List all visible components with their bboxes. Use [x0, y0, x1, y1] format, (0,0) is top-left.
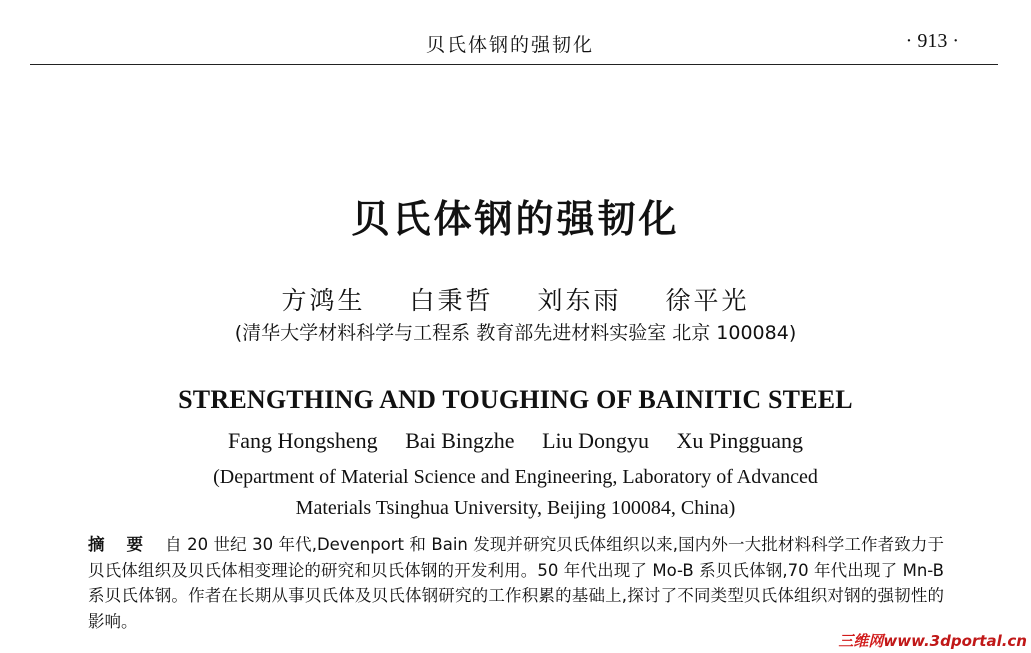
author-cn: 方鸿生 — [281, 286, 366, 315]
author-cn: 徐平光 — [665, 286, 750, 315]
author-en: Xu Pingguang — [676, 428, 804, 453]
affiliation-en — [0, 462, 1031, 524]
author-cn: 白秉哲 — [409, 286, 494, 315]
author-en: Bai Bingzhe — [405, 428, 515, 453]
watermark-domain: www.3dportal.cn — [883, 632, 1027, 650]
abstract-text: 自 20 世纪 30 年代,Devenport 和 Bain 发现并研究贝氏体组织以来,国内外一大批材料科学工作者致力于贝氏体组织及贝氏体相变理论的研究和贝氏体钢的开发利用。50 年代出现了 Mo-B 系贝氏体钢,70 年代出现了 Mn-B 系贝氏体钢。作者在长期从事贝氏体及贝氏体钢研究的工作积累的基础上,探讨了不同类型贝氏体组织对钢的强韧性的影响。 — [88, 535, 944, 631]
author-en: Fang Hongsheng — [227, 428, 378, 453]
watermark-brand: 三维网 — [838, 632, 884, 650]
author-cn: 刘东雨 — [537, 286, 622, 315]
authors-cn — [0, 281, 1031, 317]
paper-title-en: STRENGTHING AND TOUGHING OF BAINITIC STEEL — [178, 385, 853, 414]
affiliation-cn: (清华大学材料科学与工程系 教育部先进材料实验室 北京 100084) — [234, 322, 797, 344]
authors-en — [0, 428, 1031, 454]
abstract-label: 摘 要 — [88, 535, 152, 554]
affiliation-en-line: Materials Tsinghua University, Beijing 100084, China) — [295, 497, 736, 519]
paper-title-cn: 贝氏体钢的强韧化 — [351, 197, 680, 241]
watermark-logo — [838, 630, 1027, 651]
running-head — [0, 0, 1031, 62]
affiliation-en-line: (Department of Material Science and Engineering, Laboratory of Advanced — [213, 466, 818, 488]
author-en: Liu Dongyu — [542, 428, 650, 453]
running-head-title: 贝氏体钢的强韧化 — [425, 34, 594, 56]
abstract — [88, 532, 944, 634]
header-rule — [30, 64, 998, 65]
page-number: · 913 · — [905, 30, 959, 52]
